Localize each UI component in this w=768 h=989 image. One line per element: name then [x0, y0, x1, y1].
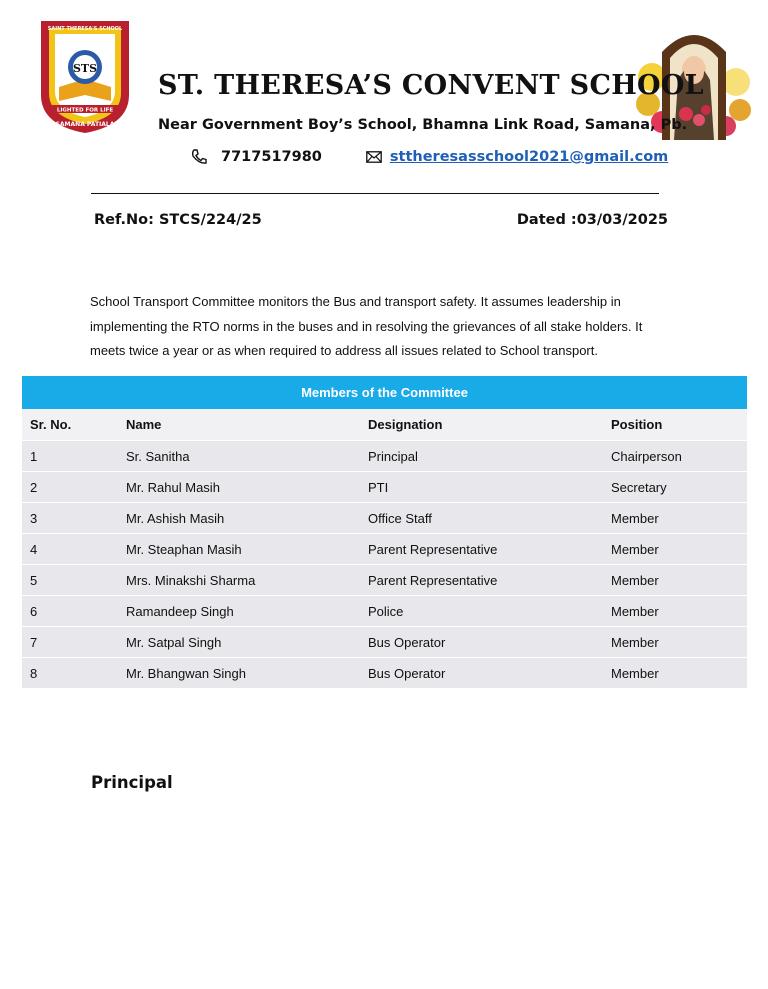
- table-caption: Members of the Committee: [22, 376, 747, 409]
- position-cell: Member: [603, 627, 747, 658]
- header-divider: [91, 193, 659, 194]
- sr-no-cell: 8: [22, 658, 118, 689]
- crest-top-text: SAINT THERESA'S SCHOOL: [47, 26, 123, 32]
- table-row: [22, 565, 747, 596]
- name-cell: Sr. Sanitha: [118, 441, 360, 472]
- table-row: [22, 627, 747, 658]
- table-row: [22, 441, 747, 472]
- table-row: [22, 472, 747, 503]
- sr-no-cell: 3: [22, 503, 118, 534]
- reference-number: Ref.No: STCS/224/25: [94, 212, 262, 228]
- crest-monogram: STS: [72, 62, 98, 75]
- position-cell: Member: [603, 596, 747, 627]
- name-cell: Mr. Bhangwan Singh: [118, 658, 360, 689]
- name-cell: Ramandeep Singh: [118, 596, 360, 627]
- sr-no-cell: 4: [22, 534, 118, 565]
- position-cell: Member: [603, 565, 747, 596]
- designation-cell: Office Staff: [360, 503, 603, 534]
- designation-cell: Parent Representative: [360, 565, 603, 596]
- contact-row: [190, 148, 668, 166]
- column-header-position: Position: [603, 409, 747, 441]
- column-header-designation: Designation: [360, 409, 603, 441]
- name-cell: Mr. Steaphan Masih: [118, 534, 360, 565]
- intro-paragraph: School Transport Committee monitors the Bus and transport safety. It assumes leadership in implementing the RTO norms in the buses and in resolving the grievances of all stake holders. It meets twice a year or as when required to address all issues related to School transport.: [90, 294, 643, 358]
- name-cell: Mr. Satpal Singh: [118, 627, 360, 658]
- sr-no-cell: 5: [22, 565, 118, 596]
- table-row: [22, 503, 747, 534]
- table-row: [22, 658, 747, 689]
- position-cell: Member: [603, 534, 747, 565]
- crest-motto: LIGHTED FOR LIFE: [56, 107, 114, 114]
- position-cell: Secretary: [603, 472, 747, 503]
- school-address: Near Government Boy’s School, Bhamna Link Road, Samana, Pb.: [158, 117, 688, 133]
- position-cell: Member: [603, 658, 747, 689]
- name-cell: Mrs. Minakshi Sharma: [118, 565, 360, 596]
- name-cell: Mr. Ashish Masih: [118, 503, 360, 534]
- column-header-sr-no: Sr. No.: [22, 409, 118, 441]
- designation-cell: Bus Operator: [360, 627, 603, 658]
- designation-cell: Parent Representative: [360, 534, 603, 565]
- committee-table: [22, 376, 747, 688]
- designation-cell: PTI: [360, 472, 603, 503]
- sr-no-cell: 7: [22, 627, 118, 658]
- name-cell: Mr. Rahul Masih: [118, 472, 360, 503]
- designation-cell: Principal: [360, 441, 603, 472]
- signature-label: Principal: [91, 773, 173, 792]
- school-crest-icon: [37, 17, 133, 135]
- crest-location: SAMANA PATIALA: [55, 121, 115, 128]
- table-row: [22, 534, 747, 565]
- position-cell: Member: [603, 503, 747, 534]
- phone-number: 7717517980: [221, 149, 322, 165]
- school-name: ST. THERESA’S CONVENT SCHOOL: [158, 70, 704, 101]
- sr-no-cell: 1: [22, 441, 118, 472]
- mail-icon: [366, 151, 382, 163]
- designation-cell: Bus Operator: [360, 658, 603, 689]
- letter-date: Dated :03/03/2025: [516, 212, 668, 228]
- sr-no-cell: 6: [22, 596, 118, 627]
- phone-icon: [190, 148, 208, 166]
- sr-no-cell: 2: [22, 472, 118, 503]
- designation-cell: Police: [360, 596, 603, 627]
- table-row: [22, 596, 747, 627]
- email-link[interactable]: sttheresasschool2021@gmail.com: [389, 149, 669, 165]
- position-cell: Chairperson: [603, 441, 747, 472]
- column-header-name: Name: [118, 409, 360, 441]
